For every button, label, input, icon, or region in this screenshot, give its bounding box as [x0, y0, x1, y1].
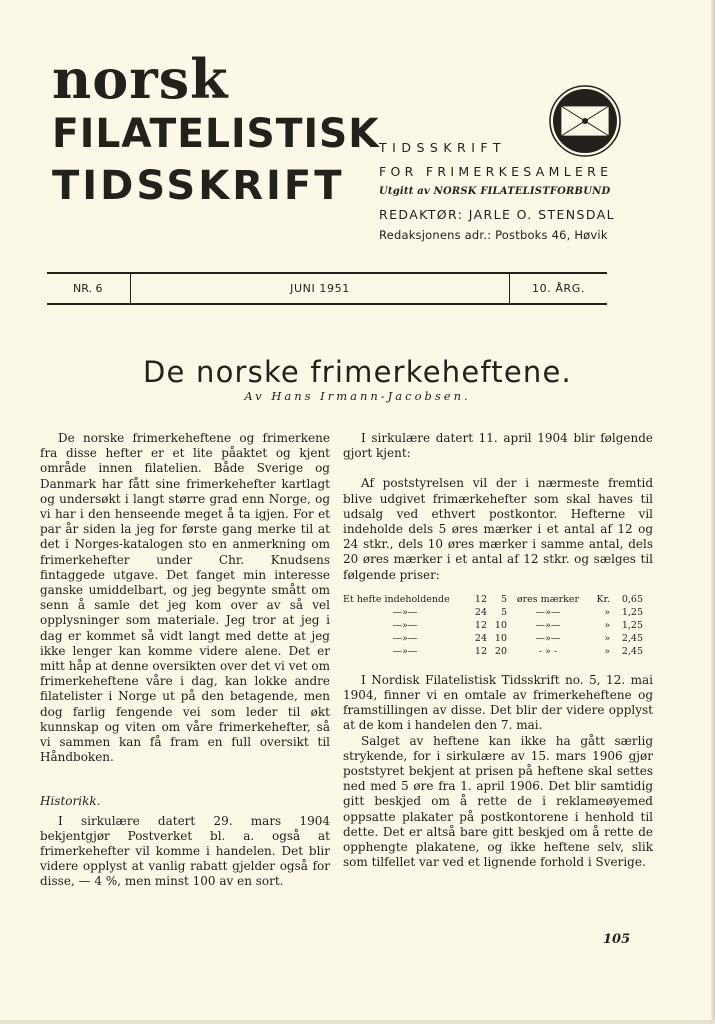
- article-byline: Av Hans Irmann-Jacobsen.: [244, 389, 471, 403]
- tagline-line2: FOR FRIMERKESAMLERE: [379, 164, 613, 179]
- price-row: [343, 645, 643, 658]
- price-row-unit: —»—: [535, 619, 561, 631]
- price-row-price: 2,45: [621, 645, 643, 657]
- price-row-currency: »: [604, 606, 611, 618]
- publisher-line: Utgitt av NORSK FILATELISTFORBUND: [379, 186, 611, 197]
- masthead-tagline: [379, 140, 615, 242]
- page-bottom-edge: [0, 1020, 715, 1024]
- issue-number: NR. 6: [47, 274, 131, 303]
- nordisk-paragraph: I Nordisk Filatelistisk Tidsskrift no. 5, 12. mai 1904, finner vi en omtale av frimerkeheftene og framstillingen av disse. Det blir der videre opplyst at de kom i handelen den 7. mai.: [343, 672, 653, 733]
- price-row: [343, 593, 643, 606]
- price-row-currency: »: [604, 645, 611, 657]
- price-row: [343, 632, 643, 645]
- masthead-title-line2: FILATELISTISK: [52, 111, 380, 157]
- price-row-unit: øres mærker: [516, 593, 580, 605]
- issue-bar: [47, 272, 607, 305]
- price-row-currency: »: [604, 632, 611, 644]
- intro-paragraph: De norske frimerkeheftene og frimerkene fra disse hefter er et lite påaktet og kjent område innen filatelien. Både Sverige og Danmark har fått sine frimerkehefter kartlagt og undersøkt i langt større grad enn Norge, og vi har i den henseende meget å ta igjen. For et par år siden la jeg for første gang merke til at det i Norges-katalogen sto en anmerkning om frimerkehefter under Chr. Knudsens fintaggede utgave. Det fanget min interesse ganske umiddelbart, og jeg begynte smått om senn å samle det jeg kom over av så vel opplysninger som materiale. Jeg tror at jeg i dag er kommet så vidt langt med dette at jeg ikke lenger kan komme videre alene. Det er mitt håp at denne oversikten over det vi vet om frimerkeheftene våre i dag, kan lokke andre filatelister i Norge ut på den betagende, men dog farlig fengende vei som leder til økt kunnskap og viten om våre frimerkehefter, så vi sammen kan få fram en full oversikt til Håndboken.: [40, 431, 330, 765]
- price-row-denomination: 20: [494, 645, 507, 657]
- price-row: [343, 606, 643, 619]
- article-title: De norske frimerkeheftene.: [143, 355, 572, 390]
- price-row-count: 12: [474, 593, 487, 605]
- price-row-price: 0,65: [621, 593, 643, 605]
- masthead-title-line3: TIDSSKRIFT: [52, 163, 345, 209]
- price-row-label: —»—: [392, 645, 418, 657]
- issue-date: JUNI 1951: [131, 274, 510, 303]
- masthead-title: [52, 47, 386, 209]
- price-row-denomination: 5: [500, 593, 507, 605]
- price-row-currency: »: [604, 619, 611, 631]
- price-row-price: 1,25: [621, 619, 643, 631]
- left-column: [40, 431, 330, 890]
- right-column: [343, 431, 653, 870]
- price-row-label: Et hefte indeholdende: [343, 593, 450, 605]
- price-row-denomination: 10: [494, 632, 507, 644]
- page-number: 105: [603, 932, 631, 947]
- price-row-count: 12: [474, 619, 487, 631]
- price-row-price: 2,45: [621, 632, 643, 644]
- salget-paragraph: Salget av heftene kan ikke ha gått særlig strykende, for i sirkulære av 15. mars 1906 gjør poststyret bekjent at prisen på heftene skal settes ned med 5 øre fra 1. april 1906. Det blir samtidig gitt beskjed om å rette de i reklameøyemed oppsatte plakater på postkontorene i henhold til dette. Det er altså bare gitt beskjed om å rette de opphengte plakatene, og ikke heftene selv, slik som tilfellet var ved et lignende forhold i Sverige.: [343, 733, 653, 870]
- price-row: [343, 619, 643, 632]
- historikk-paragraph: I sirkulære datert 29. mars 1904 bekjentgjør Postverket bl. a. også at frimerkehefter vil komme i handelen. Det blir videre opplyst at vanlig rabatt gjelder også for disse, — 4 %, men minst 100 av en sort.: [40, 813, 330, 889]
- price-row-label: —»—: [392, 606, 418, 618]
- price-row-count: 24: [474, 606, 487, 618]
- price-table: [343, 593, 643, 658]
- editor-line: REDAKTØR: JARLE O. STENSDAL: [379, 207, 616, 222]
- price-row-denomination: 5: [500, 606, 507, 618]
- price-row-denomination: 10: [494, 619, 507, 631]
- subheading-historikk: Historikk.: [40, 794, 101, 809]
- tagline-line1: TIDSSKRIFT: [379, 140, 506, 155]
- quote-paragraph: Af poststyrelsen vil der i nærmeste fremtid blive udgivet frimærkehefter som skal haves til udsalg ved ethvert postkontor. Hefterne vil indeholde dels 5 øres mærker i et antal af 12 og 24 stkr., dels 10 øres mærker i samme antal, dels 20 øres mærker i et antal af 12 stkr. og sælges til følgende priser:: [343, 476, 653, 582]
- price-row-label: —»—: [392, 632, 418, 644]
- price-row-label: —»—: [392, 619, 418, 631]
- price-row-price: 1,25: [621, 606, 643, 618]
- price-row-unit: —»—: [535, 632, 561, 644]
- circular-intro-paragraph: I sirkulære datert 11. april 1904 blir følgende gjort kjent:: [343, 431, 653, 461]
- address-line: Redaksjonens adr.: Postboks 46, Høvik: [379, 228, 608, 242]
- masthead-title-line1: norsk: [52, 47, 229, 111]
- price-row-unit: - » -: [538, 645, 558, 657]
- price-row-unit: —»—: [535, 606, 561, 618]
- price-row-currency: Kr.: [596, 593, 611, 605]
- issue-volume: 10. ÅRG.: [532, 282, 585, 295]
- page-edge-shadow: [711, 0, 715, 1024]
- price-row-count: 24: [474, 632, 487, 644]
- price-row-count: 12: [474, 645, 487, 657]
